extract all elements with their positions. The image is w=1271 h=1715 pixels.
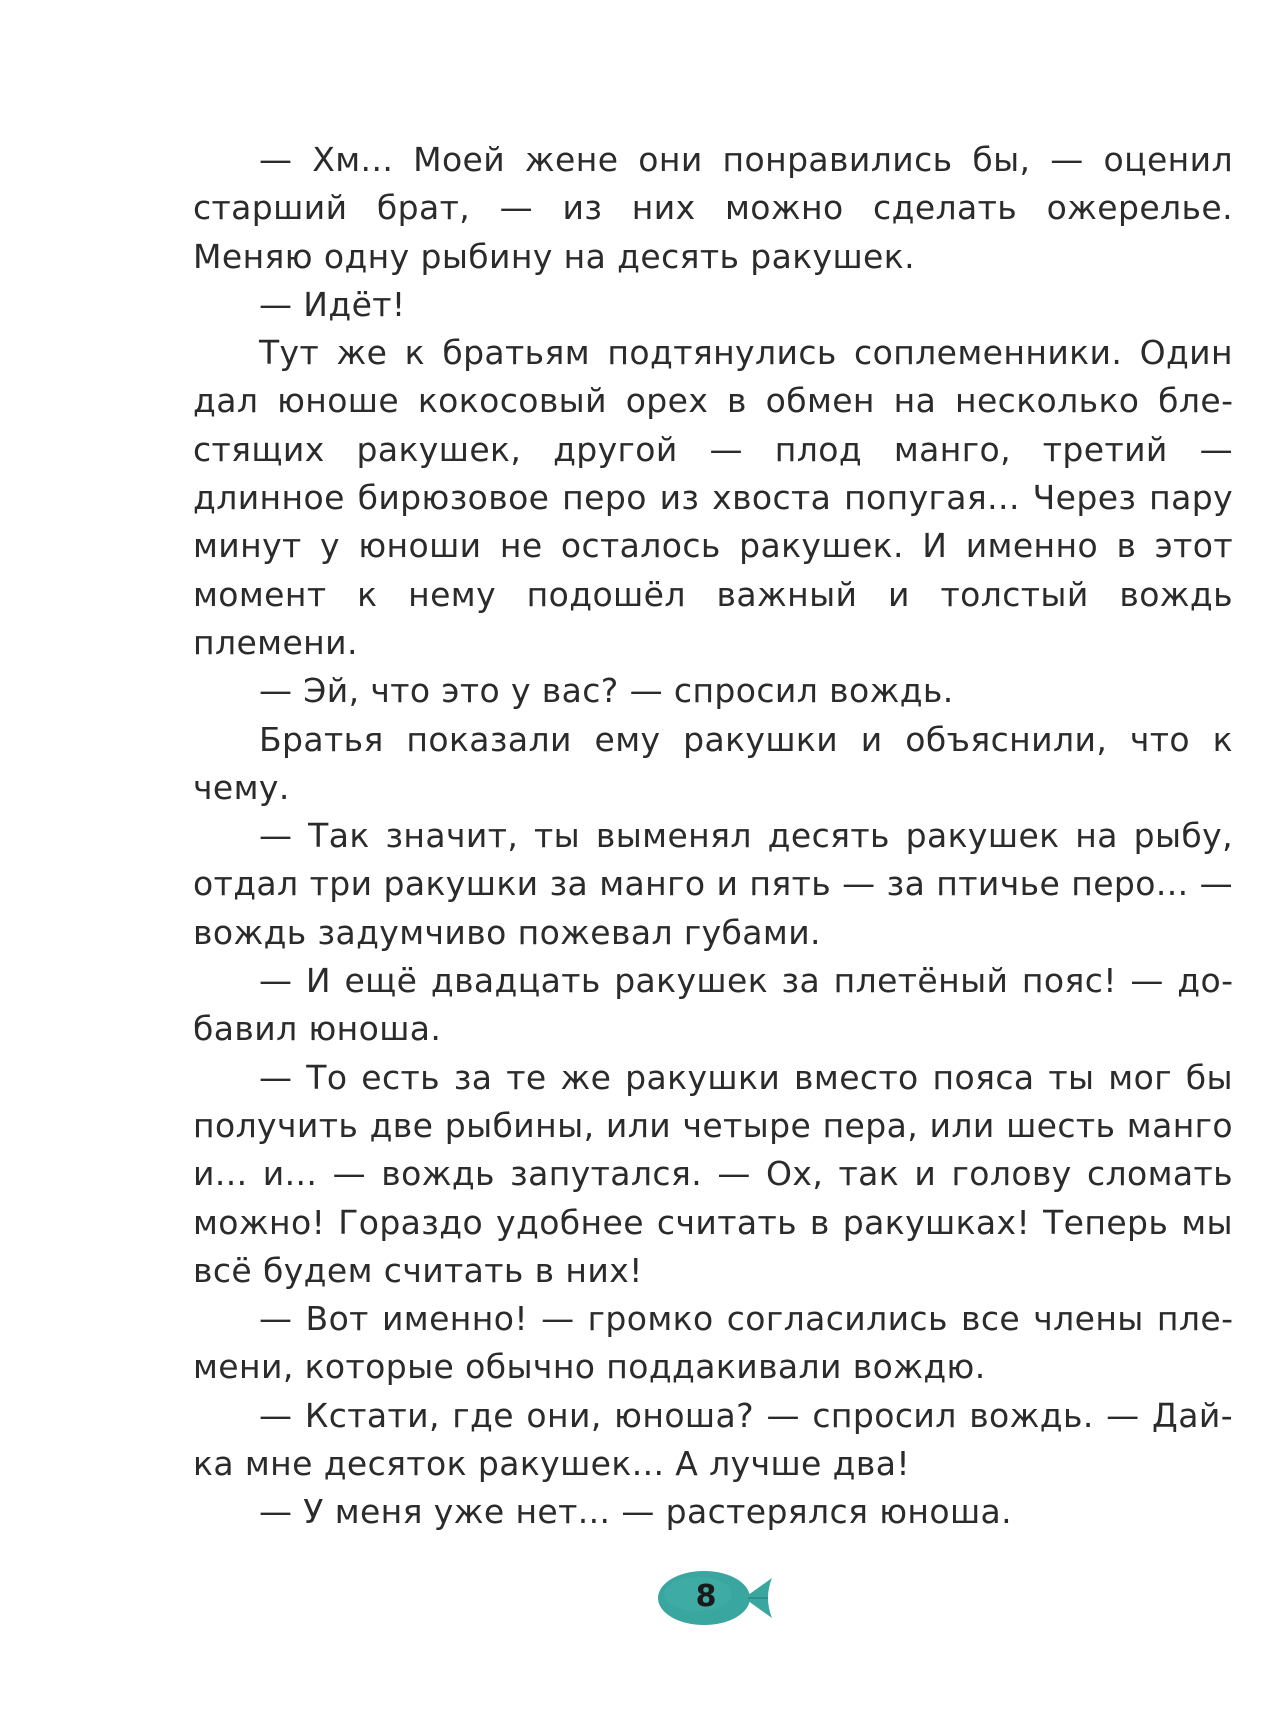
paragraph-8: — То есть за те же ракушки вместо пояса ты мог бы получить две рыбины, или четыре пера, или шесть манго и... и... — вождь запутался. — Ох, так и голову сломать можно! Гораздо удобнее считать в ракушках! Теперь мы всё будем считать в них! [193, 1057, 1233, 1290]
paragraph-7: — И ещё двадцать ракушек за плетёный пояс! — добавил юноша. [193, 961, 1233, 1049]
page-number: 8 [695, 1579, 717, 1614]
paragraph-9: — Вот именно! — громко согласились все члены племени, которые обычно поддакивали вождю. [193, 1299, 1233, 1387]
paragraph-3: Тут же к братьям подтянулись соплеменники. Один дал юноше кокосовый орех в обмен на несколько блестящих ракушек, другой — плод манго, третий — длинное бирюзовое перо из хвоста попугая... Через пару минут у юноши не осталось ракушек. И именно в этот момент к нему подошёл важный и толстый вождь племени. [193, 333, 1233, 662]
story-text [193, 136, 1233, 1537]
paragraph-2: — Идёт! [259, 284, 406, 324]
paragraph-1: — Хм... Моей жене они понравились бы, — оценил старший брат, — из них можно сделать ожерелье. Меняю одну рыбину на десять ракушек. [193, 140, 1233, 276]
page-number-badge [652, 1568, 782, 1628]
paragraph-4: — Эй, что это у вас? — спросил вождь. [259, 671, 954, 711]
paragraph-5: Братья показали ему ракушки и объяснили, что к чему. [193, 719, 1233, 807]
paragraph-6: — Так значит, ты выменял десять ракушек на рыбу, отдал три ракушки за манго и пять — за птичье перо... — вождь задумчиво пожевал губами. [193, 816, 1233, 952]
paragraph-10: — Кстати, где они, юноша? — спросил вождь. — Дай-ка мне десяток ракушек... А лучше два! [193, 1395, 1233, 1484]
paragraph-11: — У меня уже нет... — растерялся юноша. [259, 1492, 1013, 1532]
